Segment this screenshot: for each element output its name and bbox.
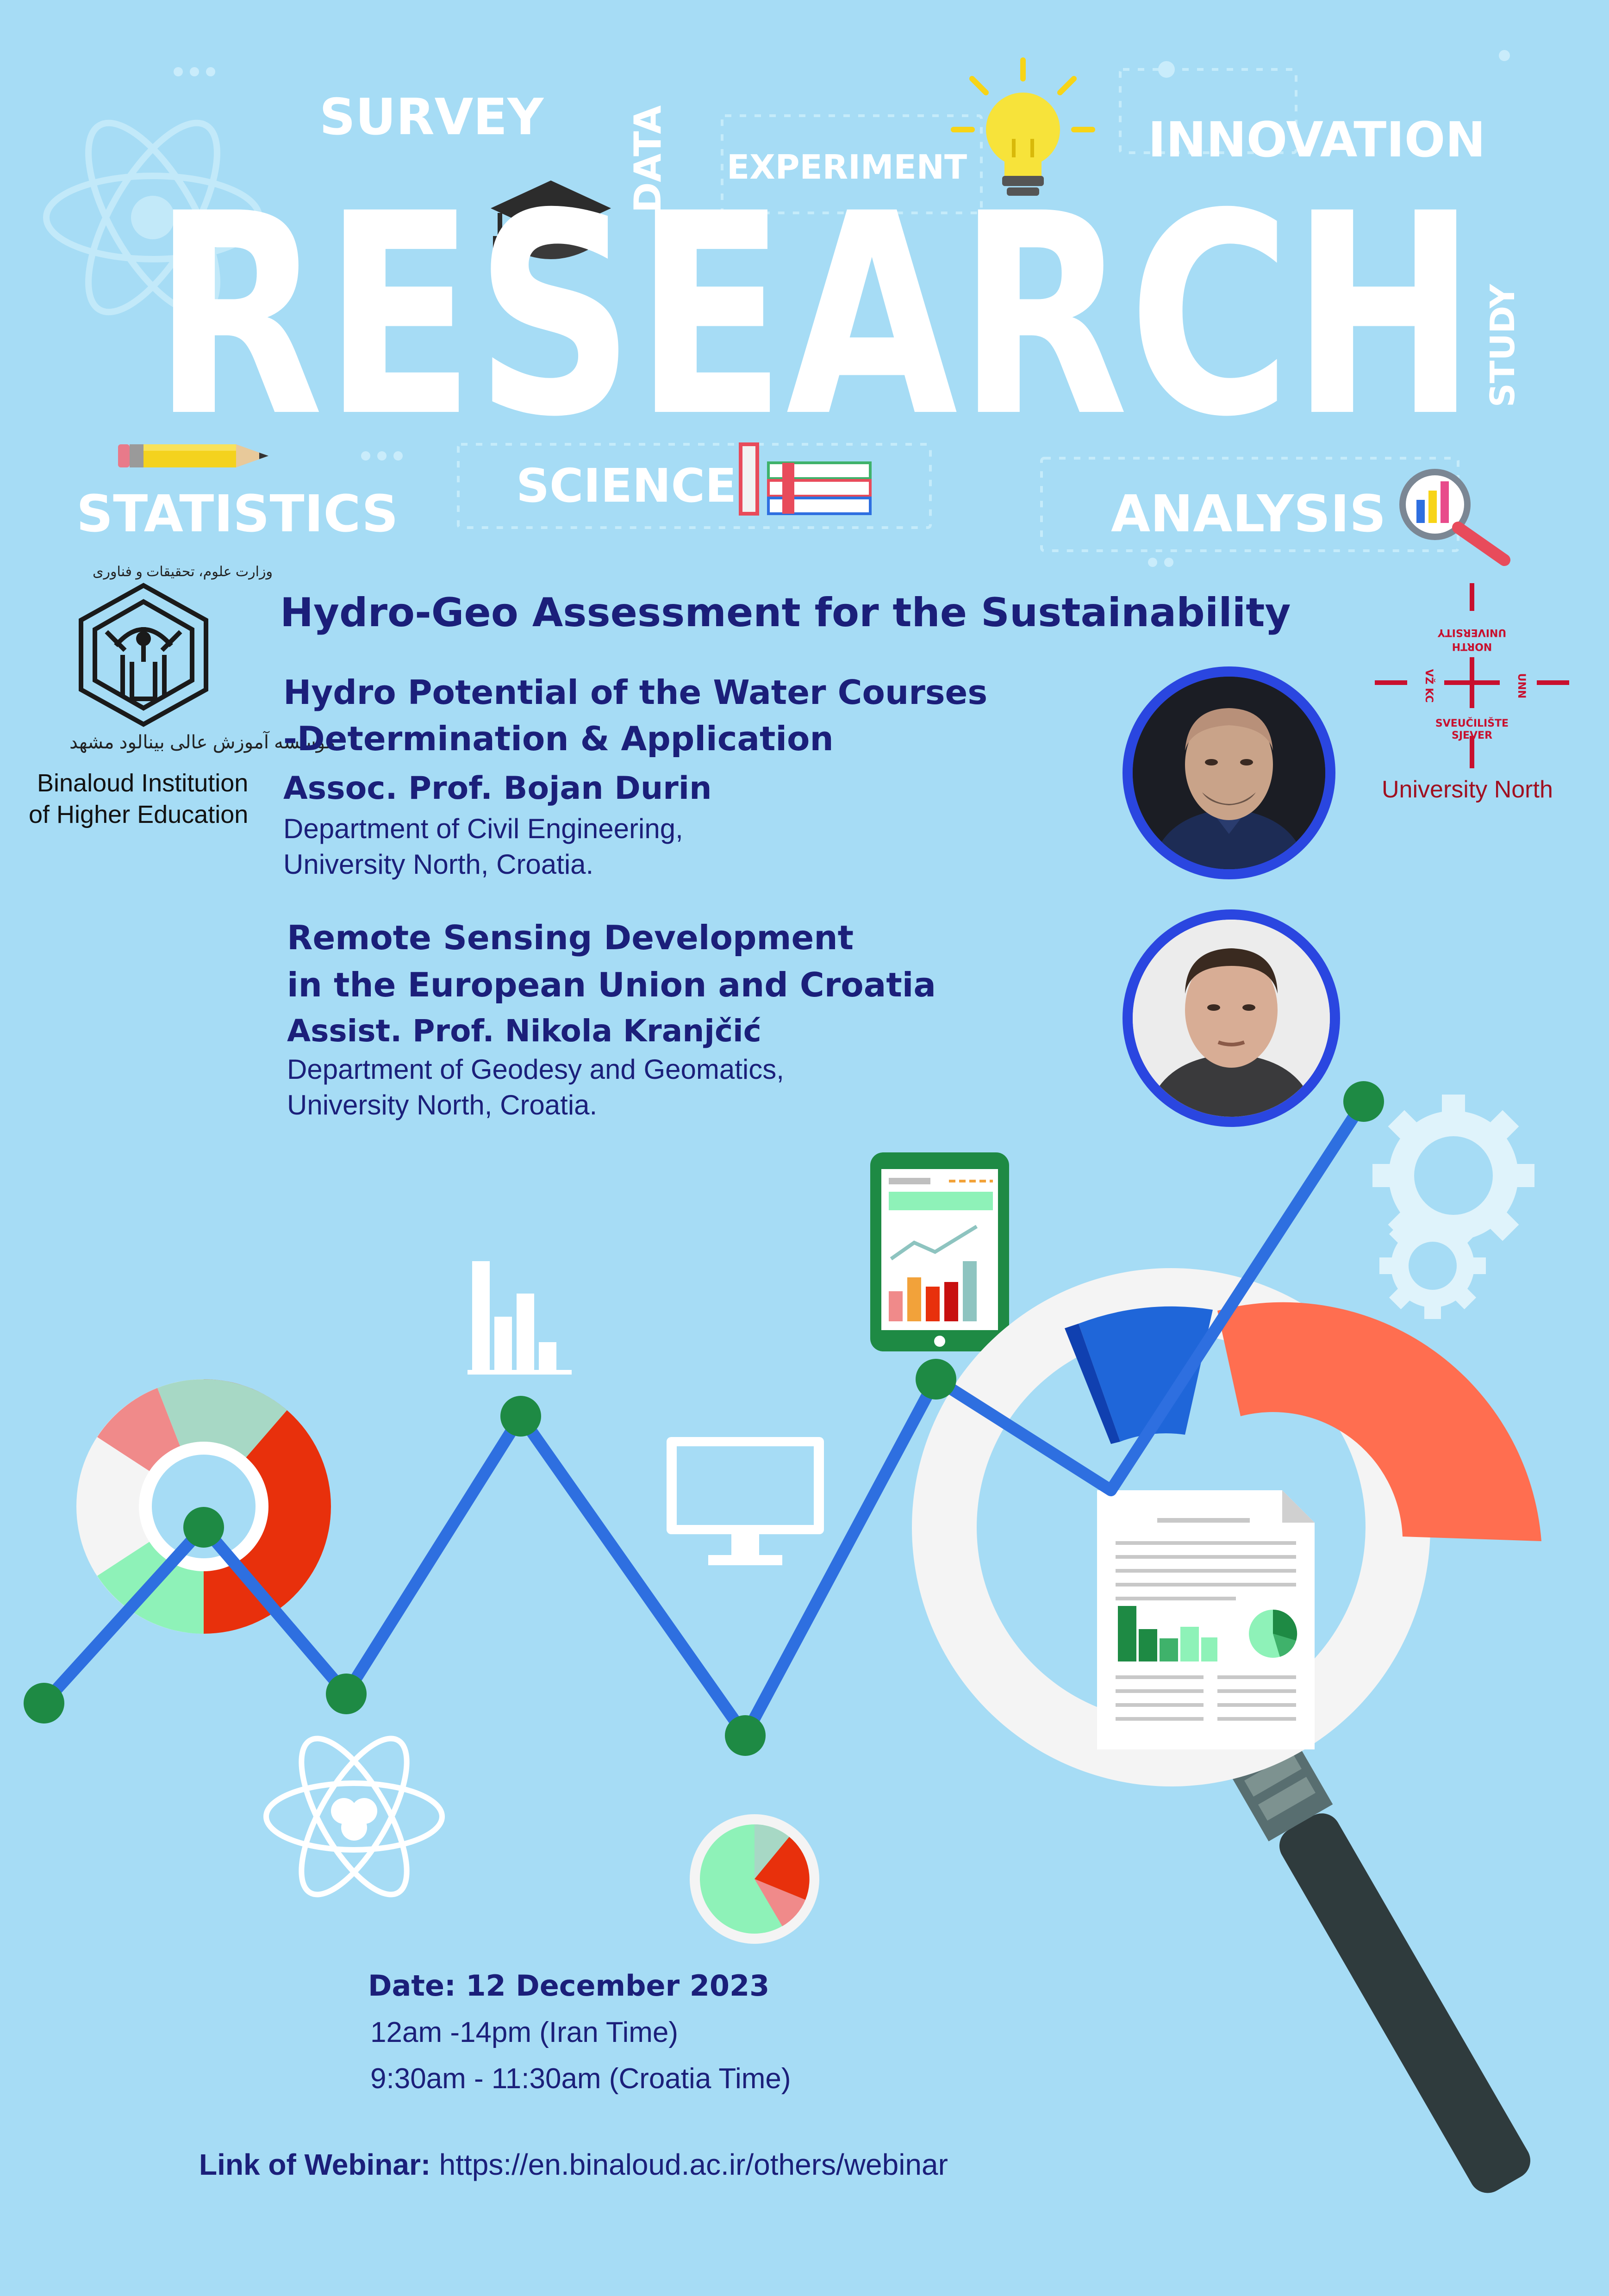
talk-1-speaker: Assoc. Prof. Bojan Durin <box>283 770 712 807</box>
word-statistics: STATISTICS <box>76 484 399 543</box>
webinar-url-link[interactable]: https://en.binaloud.ac.ir/others/webinar <box>439 2148 948 2181</box>
talk-2-department: Department of Geodesy and Geomatics, <box>287 1054 784 1085</box>
word-science: SCIENCE <box>516 459 737 513</box>
ministry-persian-text: وزارت علوم، تحقیقات و فناوری <box>93 564 273 579</box>
word-experiment: EXPERIMENT <box>727 148 967 187</box>
university-north-seal-icon <box>1370 579 1574 773</box>
talk-2-title-line2: in the European Union and Croatia <box>287 965 936 1004</box>
speaker-1-portrait-icon <box>1133 677 1325 869</box>
monitor-icon <box>667 1437 824 1565</box>
croatia-time: 9:30am - 11:30am (Croatia Time) <box>370 2063 791 2095</box>
research-heading-text: RESEARCH <box>153 199 1477 440</box>
event-date: Date: 12 December 2023 <box>368 1969 770 2003</box>
atom-icon <box>266 1724 442 1909</box>
webinar-link-row <box>199 2147 948 2182</box>
binaloud-name-line2: of Higher Education <box>29 801 249 828</box>
pie-chart-icon <box>690 1814 819 1944</box>
word-data: DATA <box>626 105 669 213</box>
iran-time: 12am -14pm (Iran Time) <box>370 2016 678 2048</box>
speaker-1-photo <box>1123 666 1335 879</box>
seal-bottom-line1: SVEUČILIŠTE <box>1435 718 1509 729</box>
donut-chart-icon <box>76 1379 331 1634</box>
event-title: Hydro-Geo Assessment for the Sustainability <box>280 590 1291 636</box>
talk-1-affiliation: University North, Croatia. <box>283 849 594 880</box>
word-study: STUDY <box>1483 284 1522 407</box>
magnifier-small-icon <box>1403 472 1504 560</box>
document-icon <box>1097 1490 1315 1749</box>
talk-2-title-line1: Remote Sensing Development <box>287 918 854 957</box>
research-heading <box>153 199 1477 440</box>
seal-top-line2: NORTH <box>1452 641 1492 652</box>
webinar-label: Link of Webinar: <box>199 2148 431 2181</box>
binaloud-logo-icon <box>74 581 213 729</box>
talk-2-affiliation: University North, Croatia. <box>287 1089 598 1120</box>
seal-left-text: VŽ KC <box>1423 669 1434 703</box>
talk-1-title-line1: Hydro Potential of the Water Courses <box>283 673 988 712</box>
talk-1-department: Department of Civil Engineering, <box>283 813 683 844</box>
talk-2-speaker: Assist. Prof. Nikola Kranjčić <box>287 1013 761 1049</box>
bar-icon <box>468 1261 572 1375</box>
light-bulb-icon <box>954 60 1092 196</box>
talk-1-title-line2: -Determination & Application <box>283 719 834 758</box>
seal-bottom-line2: SJEVER <box>1451 730 1493 741</box>
binaloud-persian-name: موسسه آموزش عالی بینالود مشهد <box>69 732 336 753</box>
books-icon <box>741 444 870 514</box>
infographic-illustration <box>0 1064 1609 2296</box>
word-innovation: INNOVATION <box>1148 112 1486 168</box>
word-analysis: ANALYSIS <box>1111 484 1386 543</box>
gear-small-icon <box>1379 1213 1486 1319</box>
seal-right-text: UNN <box>1515 673 1527 699</box>
word-survey: SURVEY <box>319 88 544 146</box>
pencil-icon <box>118 444 268 467</box>
binaloud-name-line1: Binaloud Institution <box>37 769 249 797</box>
seal-top-line1: UNIVERSITY <box>1437 627 1507 638</box>
university-north-name: University North <box>1382 776 1553 803</box>
tablet-icon <box>870 1152 1009 1351</box>
